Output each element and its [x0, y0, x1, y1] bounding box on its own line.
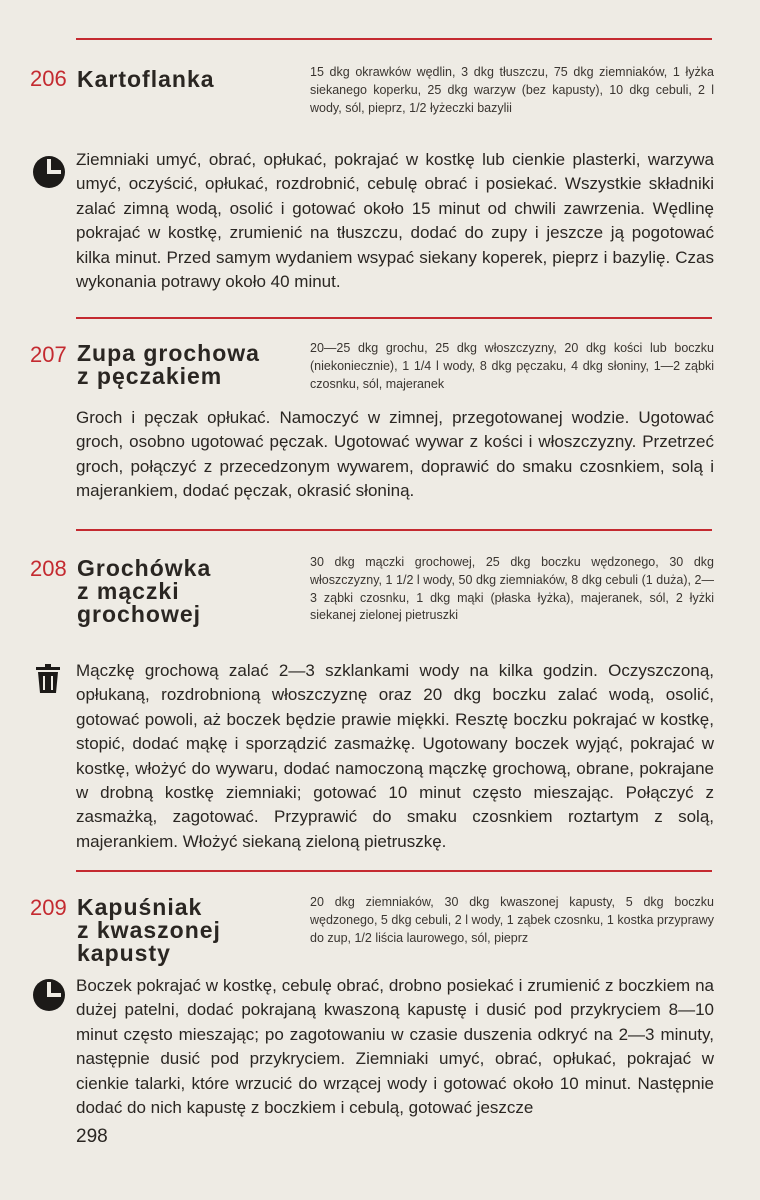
recipe-title-line: z pęczakiem	[77, 363, 223, 389]
divider-top	[76, 38, 712, 40]
recipe-title-line: kapusty	[77, 940, 171, 966]
recipe-title-line: Kartoflanka	[77, 66, 215, 92]
recipe-title-line: z mączki	[77, 578, 180, 604]
recipe-number: 208	[30, 556, 67, 581]
recipe-ingredients: 30 dkg mączki grochowej, 25 dkg boczku wędzonego, 30 dkg włoszczyzny, 1 1/2 l wody, 50 dkg ziemniaków, 8 dkg cebuli (1 duża), 2—3 ząbki czosnku, 1 dkg mąki (płaska łyżka), majeranek, sól, 2 łyżki siekanej zielonej pietruszki	[310, 555, 714, 623]
page-number: 298	[76, 1126, 108, 1147]
recipe-ingredients: 20—25 dkg grochu, 25 dkg włoszczyzny, 20 dkg kości lub boczku (niekoniecznie), 1 1/4 l wody, 8 dkg pęczaku, 4 dkg słoniny, 1—2 ząbki czosnku, sól, majeranek	[310, 341, 714, 391]
recipe-title-line: z kwaszonej	[77, 917, 221, 943]
recipe-title	[77, 896, 221, 965]
recipe-title-line: Grochówka	[77, 555, 212, 581]
recipe-title	[77, 342, 260, 388]
clock-icon	[32, 978, 66, 1012]
recipe-title-line: Kapuśniak	[77, 894, 203, 920]
recipe-instructions: Mączkę grochową zalać 2—3 szklankami wody na kilka godzin. Oczyszczoną, opłukaną, rozdrobnioną włoszczyznę oraz 20 dkg boczku zalać wodą, osolić, gotować powoli, aż boczek będzie prawie miękki. Resztę boczku pokrajać w kostkę, stopić, dodać mąkę i sporządzić zasmażkę. Ugotowany boczek wyjąć, pokrajać w kostkę, włożyć do wywaru, dodać namoczoną mączkę grochową, obrane, pokrajane w drobną kostkę ziemniaki; gotować 10 minut często mieszając. Połączyć z zasmażką, zagotować. Przyprawić do smaku czosnkiem roztartym z solą, majerankiem. Włożyć siekaną zieloną pietruszkę.	[76, 661, 714, 851]
divider-207-208	[76, 529, 712, 531]
recipe-instructions: Boczek pokrajać w kostkę, cebulę obrać, drobno posiekać i zrumienić z boczkiem na dużej patelni, dodać pokrajaną kwaszoną kapustę i dusić pod przykryciem 8—10 minut często mieszając; po zagotowaniu w czasie duszenia odkryć na 2—3 minuty, następnie dusić pod przykryciem. Ziemniaki umyć, obrać, opłukać, pokrajać w cienkie talarki, które wrzucić do wrzącej wody i gotować około 10 minut. Następnie dodać do nich kapustę z boczkiem i cebulą, gotować jeszcze	[76, 976, 714, 1118]
recipe-title	[77, 557, 211, 626]
recipe-instructions: Ziemniaki umyć, obrać, opłukać, pokrajać w kostkę lub cienkie plasterki, warzywa umyć, oczyścić, opłukać, rozdrobnić, cebulę obrać i posiekać. Wszystkie składniki zalać zimną wodą, osolić i gotować około 15 minut od chwili zawrzenia. Wędlinę pokrajać w kostkę, zrumienić na tłuszczu, dodać do zupy i jeszcze ją pogotować kilka minut. Przed samym wydaniem wsypać siekany koperek, pieprz i bazylię. Czas wykonania potrawy około 40 minut.	[76, 150, 714, 292]
pot-icon	[32, 663, 64, 695]
recipe-number: 207	[30, 342, 67, 367]
recipe-title	[77, 68, 215, 91]
divider-208-209	[76, 870, 712, 872]
recipe-number: 206	[30, 66, 67, 91]
clock-icon	[32, 155, 66, 189]
recipe-number: 209	[30, 895, 67, 920]
recipe-instructions: Groch i pęczak opłukać. Namoczyć w zimnej, przegotowanej wodzie. Ugotować groch, osobno ugotować pęczak. Ugotować wywar z kości i włoszczyzny. Przetrzeć groch, połączyć z przecedzonym wywarem, doprawić do smaku czosnkiem, solą i majerankiem, dodać pęczak, okrasić słoniną.	[76, 408, 714, 501]
recipe-title-line: Zupa grochowa	[77, 340, 260, 366]
recipe-ingredients: 15 dkg okrawków wędlin, 3 dkg tłuszczu, 75 dkg ziemniaków, 1 łyżka siekanego koperku, 25 dkg warzyw (bez kapusty), 10 dkg cebuli, 2 l wody, sól, pieprz, 1/2 łyżeczki bazylii	[310, 65, 714, 115]
divider-206-207	[76, 317, 712, 319]
recipe-ingredients: 20 dkg ziemniaków, 30 dkg kwaszonej kapusty, 5 dkg boczku wędzonego, 5 dkg cebuli, 2 l wody, 1 ząbek czosnku, 1 kostka przyprawy do zup, 1/2 liścia laurowego, sól, pieprz	[310, 895, 714, 945]
recipe-title-line: grochowej	[77, 601, 202, 627]
